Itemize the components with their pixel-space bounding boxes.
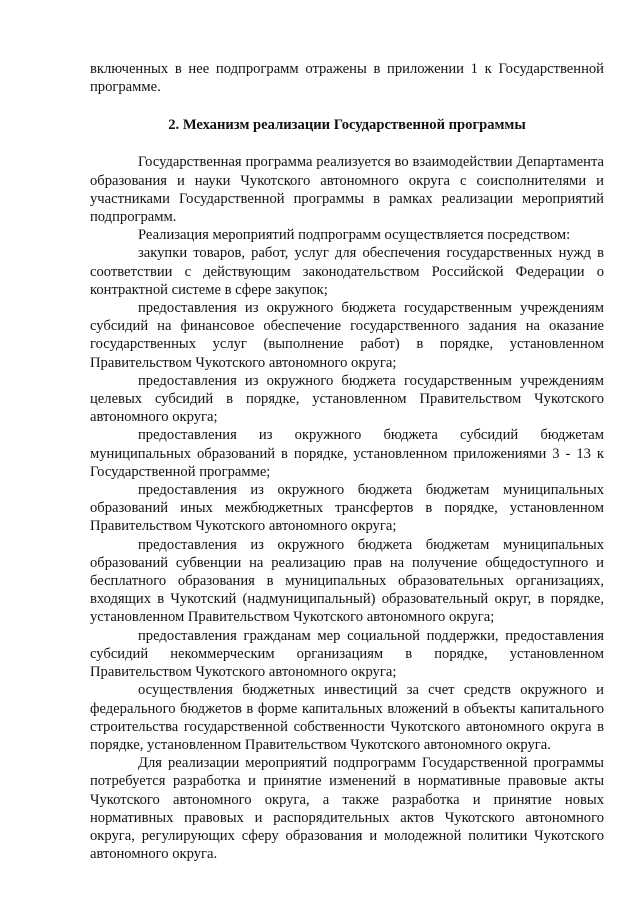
body-paragraph: Для реализации мероприятий подпрограмм Государственной программы потребуется разработка и принятие изменений в нормативные правовые акты Чукотского автономного округа, а также разработка и принятие новых нормативных правовых и распорядительных актов Чукотского автономного округа, регулирующих сферу образования и молодежной политики Чукотского автономного округа.	[90, 755, 604, 863]
list-paragraph: предоставления из окружного бюджета государственным учреждениям субсидий на финансовое обеспечение государственного задания на оказание государственных услуг (выполнение работ) в порядке, установленном Правительством Чукотского автономного округа;	[90, 300, 604, 371]
list-paragraph: предоставления из окружного бюджета субсидий бюджетам муниципальных образований в порядке, установленном приложениями 3 - 13 к Государственной программе;	[90, 427, 604, 480]
list-paragraph: предоставления гражданам мер социальной поддержки, предоставления субсидий некоммерческим организациям в порядке, установленном Правительством Чукотского автономного округа;	[90, 627, 604, 681]
list-paragraph: предоставления из окружного бюджета бюджетам муниципальных образований субвенции на реализацию прав на получение общедоступного и бесплатного образования в муниципальных образовательных организациях, входящих в Чукотский (надмуниципальный) образовательный округ, в порядке, установленном Правительством Чукотского автономного округа;	[90, 536, 604, 626]
section-heading: 2. Механизм реализации Государственной программы	[168, 117, 526, 134]
list-paragraph: закупки товаров, работ, услуг для обеспечения государственных нужд в соответствии с действующим законодательством Российской Федерации о контрактной системе в сфере закупок;	[90, 245, 604, 298]
body-paragraph: Реализация мероприятий подпрограмм осуществляется посредством:	[138, 227, 571, 244]
intro-paragraph: включенных в нее подпрограмм отражены в приложении 1 к Государственной программе.	[90, 61, 604, 96]
document-page	[90, 60, 604, 863]
list-paragraph: предоставления из окружного бюджета бюджетам муниципальных образований иных межбюджетных трансфертов в порядке, установленном Правительством Чукотского автономного округа;	[90, 482, 604, 535]
body-paragraph: Государственная программа реализуется во взаимодействии Департамента образования и науки Чукотского автономного округа с соисполнителями и участниками Государственной программы в рамках реализации мероприятий подпрограмм.	[90, 154, 604, 226]
list-paragraph: предоставления из окружного бюджета государственным учреждениям целевых субсидий в порядке, установленном Правительством Чукотского автономного округа;	[90, 372, 604, 426]
list-paragraph: осуществления бюджетных инвестиций за счет средств окружного и федерального бюджетов в форме капитальных вложений в объекты капитального строительства государственной собственности Чукотского автономного округа в порядке, установленном Правительством Чукотского автономного округа.	[90, 682, 604, 753]
